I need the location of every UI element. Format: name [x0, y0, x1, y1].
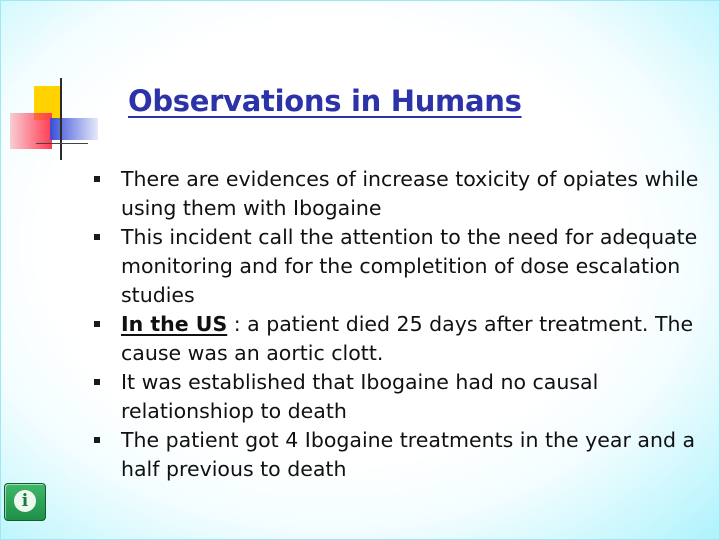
bullet-text: It was established that Ibogaine had no causal relationshiop to death: [121, 370, 599, 423]
deco-blue-bar: [50, 118, 98, 140]
bullet-marker: [94, 234, 100, 240]
bullet-list: [0, 165, 720, 484]
bullet-bold-prefix: In the US: [121, 312, 228, 336]
deco-horizontal-line: [36, 143, 88, 144]
bullet-text: The patient got 4 Ibogaine treatments in the year and a half previous to death: [121, 428, 696, 481]
bullet-marker: [94, 321, 100, 327]
deco-vertical-line: [60, 78, 62, 160]
bullet-text-container: [121, 310, 711, 368]
bullet-text: This incident call the attention to the need for adequate monitoring and for the completition of dose escalation studies: [121, 225, 698, 307]
decorative-logo-block: [0, 0, 100, 170]
bullet-marker: [94, 379, 100, 385]
bullet-item: [0, 426, 711, 484]
slide-title: Observations in Humans: [128, 84, 522, 118]
bullet-marker: [94, 437, 100, 443]
bullet-item: [0, 165, 711, 223]
info-icon: i: [14, 490, 36, 512]
bullet-text: : a patient died 25 days after treatment. The cause was an aortic clott.: [121, 312, 694, 365]
info-button[interactable]: [4, 483, 46, 521]
bullet-item: [0, 368, 711, 426]
bullet-item: [0, 223, 711, 310]
bullet-marker: [94, 176, 100, 182]
bullet-item: [0, 310, 711, 368]
bullet-text: There are evidences of increase toxicity of opiates while using them with Ibogaine: [121, 167, 699, 220]
